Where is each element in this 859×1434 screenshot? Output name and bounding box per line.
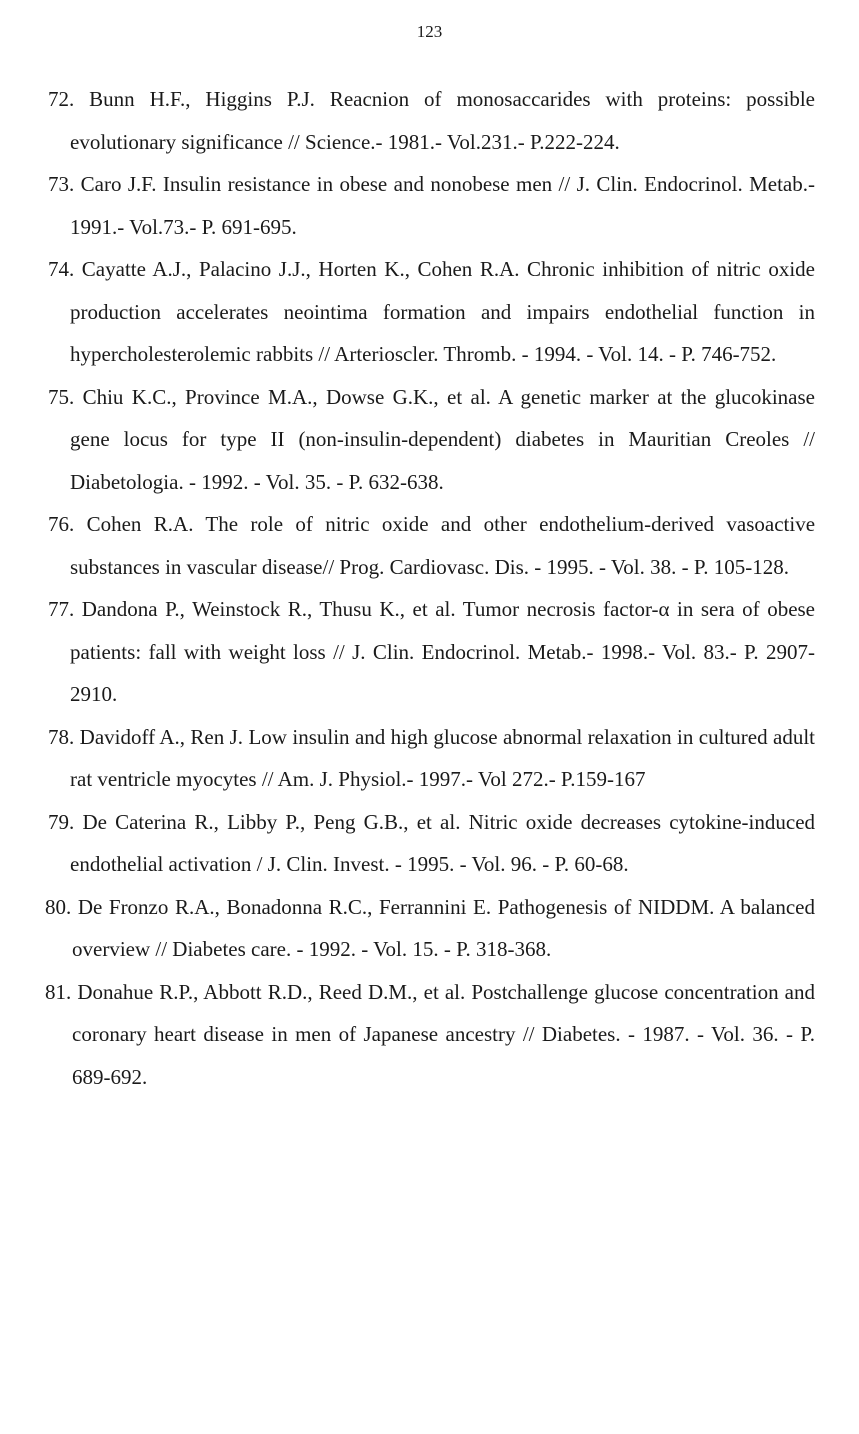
reference-text: Caro J.F. Insulin resistance in obese and nonobese men // J. Clin. Endocrinol. Metab.- 1991.- Vol.73.- P. 691-695. [70, 172, 815, 239]
reference-text: Davidoff A., Ren J. Low insulin and high glucose abnormal relaxation in cultured adult rat ventricle myocytes // Am. J. Physiol.- 1997.- Vol 272.- P.159-167 [70, 724, 815, 791]
reference-item [0, 588, 859, 716]
reference-text: De Fronzo R.A., Bonadonna R.C., Ferrannini E. Pathogenesis of NIDDM. A balanced overview // Diabetes care. - 1992. - Vol. 15. - P. 318-368. [72, 894, 815, 961]
reference-text: Donahue R.P., Abbott R.D., Reed D.M., et al. Postchallenge glucose concentration and coronary heart disease in men of Japanese ancestry // Diabetes. - 1987. - Vol. 36. - P. 689-692. [72, 979, 816, 1089]
reference-number: 73. [48, 172, 75, 196]
reference-item [0, 971, 859, 1099]
reference-text: Dandona P., Weinstock R., Thusu K., et al. Tumor necrosis factor-α in sera of obese patients: fall with weight loss // J. Clin. Endocrinol. Metab.- 1998.- Vol. 83.- P. 2907-2910. [70, 597, 816, 706]
reference-list [0, 78, 859, 1098]
reference-text: Cayatte A.J., Palacino J.J., Horten K., Cohen R.A. Chronic inhibition of nitric oxide production accelerates neointima formation and impairs endothelial function in hypercholesterolemic rabbits // Arterioscler. Thromb. - 1994. - Vol. 14. - P. 746-752. [70, 257, 816, 366]
page-number: 123 [416, 22, 443, 41]
reference-item [0, 801, 859, 886]
reference-number: 72. [48, 87, 75, 111]
reference-number: 78. [48, 724, 75, 749]
reference-text: Bunn H.F., Higgins P.J. Reacnion of monosaccarides with proteins: possible evolutionary significance // Science.- 1981.- Vol.231.- P.222-224. [70, 87, 815, 154]
reference-number: 75. [48, 384, 75, 409]
reference-number: 74. [48, 257, 75, 281]
reference-item [0, 716, 859, 801]
reference-item [0, 248, 859, 376]
reference-text: Cohen R.A. The role of nitric oxide and other endothelium-derived vasoactive substances in vascular disease// Prog. Cardiovasc. Dis. - 1995. - Vol. 38. - P. 105-128. [70, 512, 816, 579]
reference-item [0, 503, 859, 588]
reference-number: 76. [48, 512, 75, 536]
reference-text: De Caterina R., Libby P., Peng G.B., et al. Nitric oxide decreases cytokine-induced endothelial activation / J. Clin. Invest. - 1995. - Vol. 96. - P. 60-68. [70, 809, 816, 876]
reference-item [0, 886, 859, 971]
reference-number: 80. [45, 894, 72, 919]
reference-text: Chiu K.C., Province M.A., Dowse G.K., et al. A genetic marker at the glucokinase gene locus for type II (non-insulin-dependent) diabetes in Mauritian Creoles // Diabetologia. - 1992. - Vol. 35. - P. 632-638. [70, 384, 815, 494]
reference-number: 81. [45, 979, 72, 1004]
reference-number: 77. [48, 597, 75, 621]
reference-item [0, 376, 859, 504]
reference-number: 79. [48, 809, 75, 834]
reference-item [0, 78, 859, 163]
reference-item [0, 163, 859, 248]
